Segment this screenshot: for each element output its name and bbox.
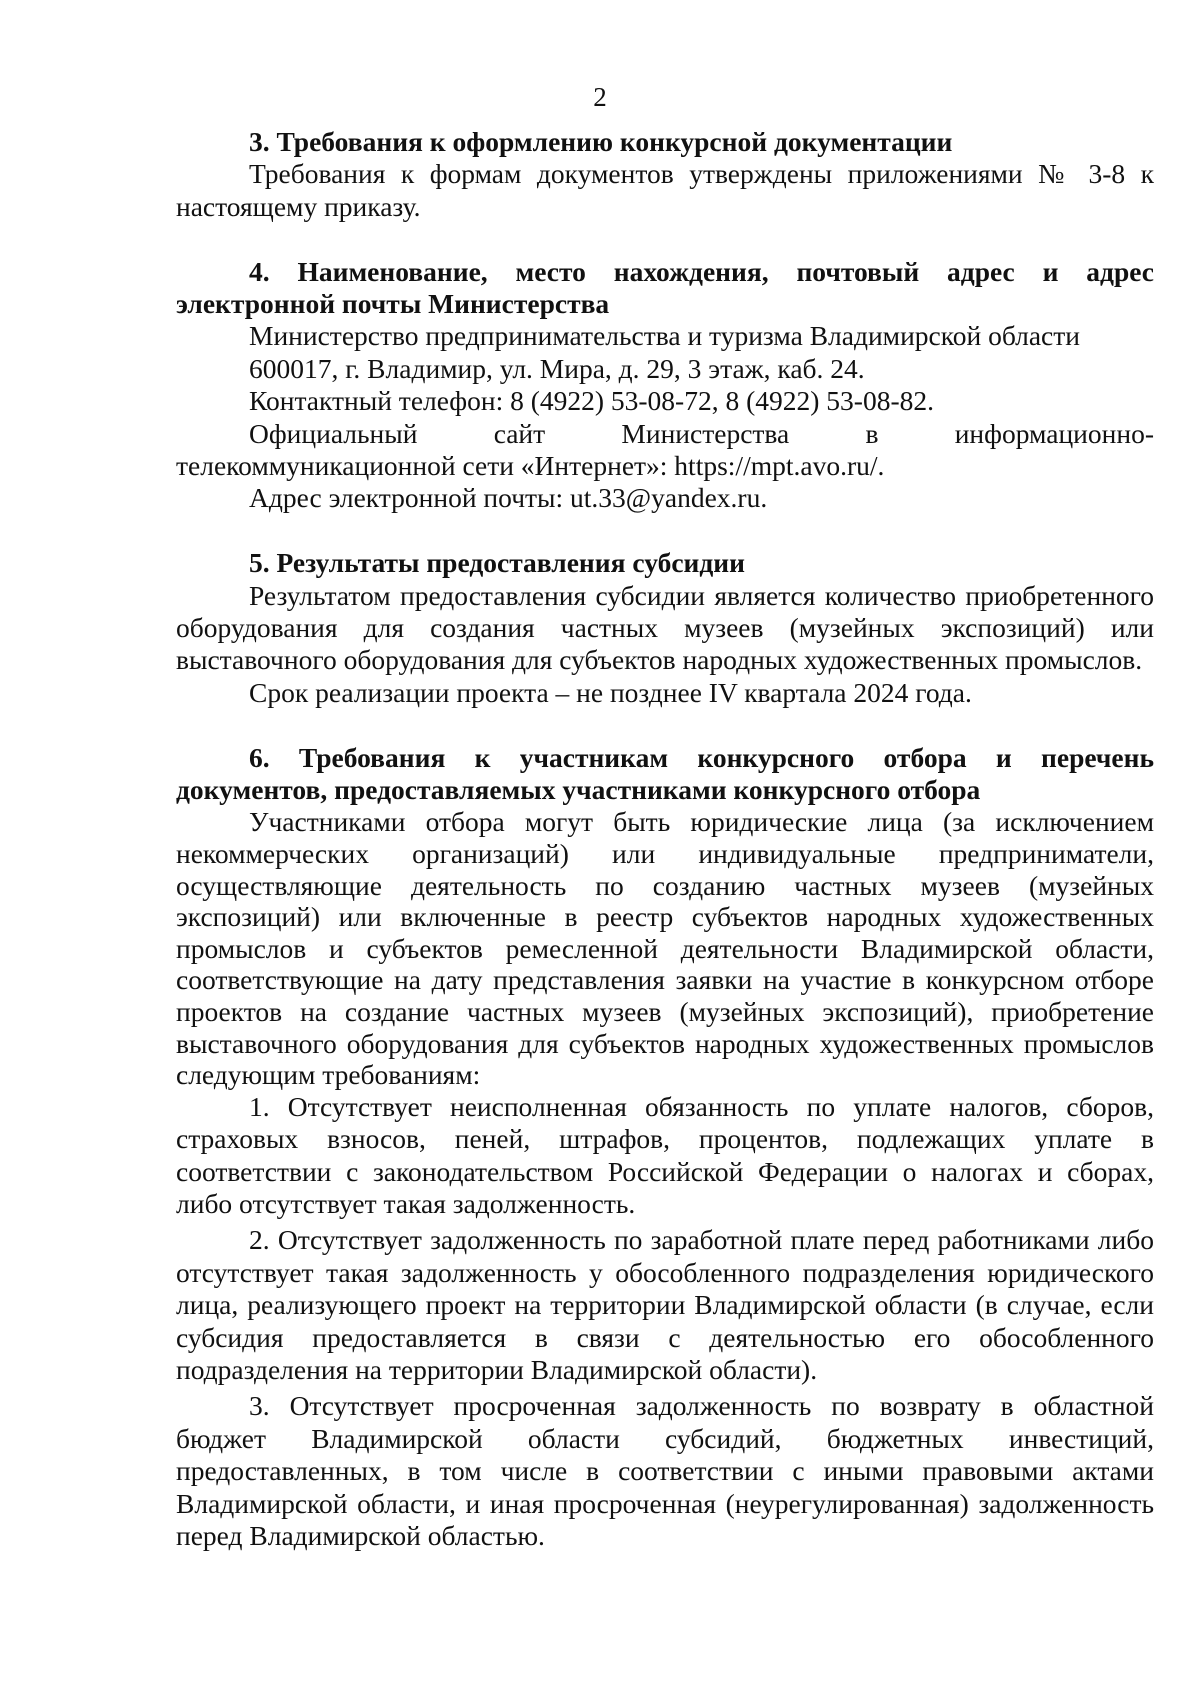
- ministry-website: Официальный сайт Министерства в информационно-телекоммуникационной сети «Интернет»: https://mpt.avo.ru/.: [176, 417, 1154, 482]
- requirement-item-1: 1. Отсутствует неисполненная обязанность по уплате налогов, сборов, страховых взносов, пеней, штрафов, процентов, подлежащих уплате в соответствии с законодательством Российской Федерации о налогах и сборах, либо отсутствует такая задолженность.: [176, 1090, 1154, 1220]
- section-3-heading: 3. Требования к оформлению конкурсной документации: [249, 126, 953, 157]
- section-5: [176, 547, 1154, 709]
- section-5-deadline: Срок реализации проекта – не позднее IV квартала 2024 года.: [249, 676, 972, 708]
- section-spacer: [176, 515, 1154, 547]
- section-5-heading: 5. Результаты предоставления субсидии: [249, 547, 745, 579]
- ministry-phone: Контактный телефон: 8 (4922) 53-08-72, 8 (4922) 53-08-82.: [249, 385, 934, 417]
- ministry-address: 600017, г. Владимир, ул. Мира, д. 29, 3 этаж, каб. 24.: [249, 352, 865, 384]
- section-4-heading: 4. Наименование, место нахождения, почтовый адрес и адрес электронной почты Министерства: [176, 255, 1154, 320]
- section-6-heading: 6. Требования к участникам конкурсного отбора и перечень документов, предоставляемых участниками конкурсного отбора: [176, 741, 1154, 806]
- section-3-text: Требования к формам документов утверждены приложениями № 3-8 к настоящему приказу.: [176, 158, 1154, 222]
- section-spacer: [176, 709, 1154, 741]
- requirement-item-3: 3. Отсутствует просроченная задолженность по возврату в областной бюджет Владимирской области субсидий, бюджетных инвестиций, предоставленных, в том числе в соответствии с иными правовыми актами Владимирской области, и иная просроченная (неурегулированная) задолженность перед Владимирской областью.: [176, 1390, 1154, 1552]
- ministry-name: Министерство предпринимательства и туризма Владимирской области: [249, 320, 1080, 352]
- page-number: 2: [593, 82, 607, 112]
- section-spacer: [176, 223, 1154, 255]
- section-6: [176, 742, 1154, 1553]
- requirement-item-2: 2. Отсутствует задолженность по заработной плате перед работниками либо отсутствует такая задолженность у обособленного подразделения юридического лица, реализующего проект на территории Владимирской области (в случае, если субсидия предоставляется в связи с деятельностью его обособленного подразделения на территории Владимирской области).: [176, 1224, 1154, 1386]
- ministry-email: Адрес электронной почты: ut.33@yandex.ru.: [249, 482, 768, 514]
- section-5-result: Результатом предоставления субсидии является количество приобретенного оборудования для создания частных музеев (музейных экспозиций) или выставочного оборудования для субъектов народных художественных промыслов.: [176, 579, 1154, 676]
- section-4: [176, 256, 1154, 515]
- section-6-intro: Участниками отбора могут быть юридические лица (за исключением некоммерческих организаций) или индивидуальные предприниматели, осуществляющие деятельность по созданию частных музеев (музейных экспозиций) или включенные в реестр субъектов народных художественных промыслов и субъектов ремесленной деятельности Владимирской области, соответствующие на дату представления заявки на участие в конкурсном отборе проектов на создание частных музеев (музейных экспозиций), приобретение выставочного оборудования для субъектов народных художественных промыслов следующим требованиям:: [176, 806, 1154, 1091]
- document-body: [176, 126, 1154, 1553]
- section-3: [176, 126, 1154, 223]
